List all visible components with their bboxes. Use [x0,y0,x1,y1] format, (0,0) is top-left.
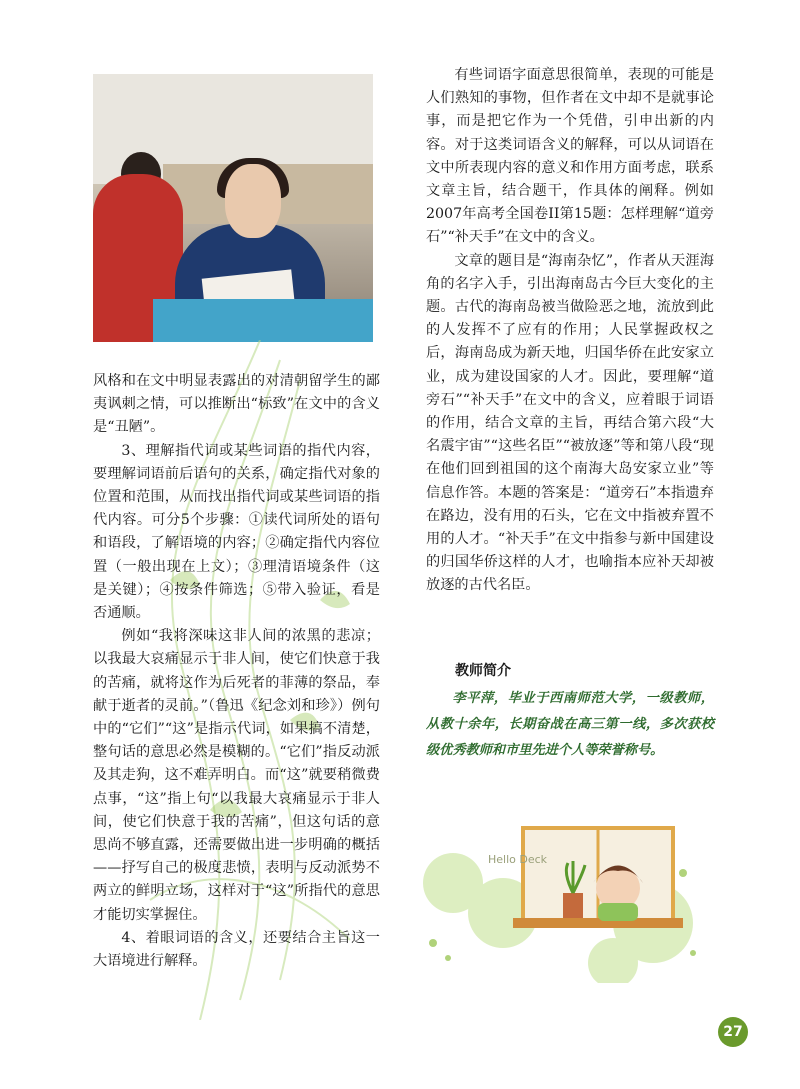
left-paragraph-1: 风格和在文中明显表露出的对清朝留学生的鄙夷讽刺之情，可以推断出“标致”在文中的含义是“丑陋”。 [93,373,380,436]
teacher-photo [93,74,373,342]
bio-title: 教师简介 [455,663,511,679]
bio-text: 李平萍，毕业于西南师范大学，一级教师，从教十余年，长期奋战在高三第一线，多次获校级优秀教师和市里先进个人等荣誉称号。 [426,691,714,758]
illustration-caption: Hello Deck [488,853,548,866]
left-paragraph-2: 3、理解指代词或某些词语的指代内容，要理解词语前后语句的关系，确定指代对象的位置和范围，从而找出指代词或某些词语的指代内容。可分5个步骤：①读代词所处的语句和语段，了解语境的内容；②确定指代内容位置（一般出现在上文）；③理清语境条件（这是关键）；④按条件筛选；⑤带入验证，看是否通顺。 [93,442,380,622]
left-paragraph-4: 4、着眼词语的含义，还要结合主旨这一大语境进行解释。 [93,929,380,970]
left-column [93,370,380,973]
page-number: 27 [718,1017,748,1047]
right-column [426,64,714,598]
left-paragraph-3: 例如“我将深味这非人间的浓黑的悲凉；以我最大哀痛显示于非人间，使它们快意于我的苦痛，就将这作为后死者的菲薄的祭品，奉献于逝者的灵前。”（鲁迅《纪念刘和珍》）例句中的“它们”“这”是指示代词，如果搞不清楚，整句话的意思必然是模糊的。“它们”指反动派及其走狗，这不难弄明白。而“这”就要稍微费点事，“这”指上句“以我最大哀痛显示于非人间，使它们快意于我的苦痛”，但这句话的意思尚不够直露，还需要做出进一步明确的概括——抒写自己的极度悲愤，表明与反动派势不两立的鲜明立场，这样对于“这”所指代的意思才能切实掌握住。 [93,628,380,923]
right-paragraph-2: 文章的题目是“海南杂忆”，作者从天涯海角的名字入手，引出海南岛古今巨大变化的主题。古代的海南岛被当做险恶之地，流放到此的人发挥不了应有的作用；人民掌握政权之后，海南岛成为新天地，归国华侨在此安家立业，成为建设国家的人才。因此，要理解“道旁石”“补天手”在文中的含义，应着眼于词语的作用，结合文章的主旨，再结合第六段“大名震宇宙”“这些名臣”“被放逐”等和第八段“现在他们回到祖国的这个南海大岛安家立业”等信息作答。本题的答案是：“道旁石”本指遗弃在路边，没有用的石头，它在文中指被弃置不用的人才。“补天手”在文中指参与新中国建设的归国华侨这样的人才，也喻指本应补天却被放逐的古代名臣。 [426,252,714,594]
girl-window-illustration [413,823,703,983]
right-paragraph-1: 有些词语字面意思很简单，表现的可能是人们熟知的事物，但作者在文中却不是就事论事，而是把它作为一个凭借，引申出新的内容。对于这类词语含义的解释，可以从词语在文中所表现内容的意义和作用方面考虑，联系文章主旨，结合题干，作具体的阐释。例如2007年高考全国卷II第15题：怎样理解“道旁石”“补天手”在文中的含义。 [426,67,714,246]
